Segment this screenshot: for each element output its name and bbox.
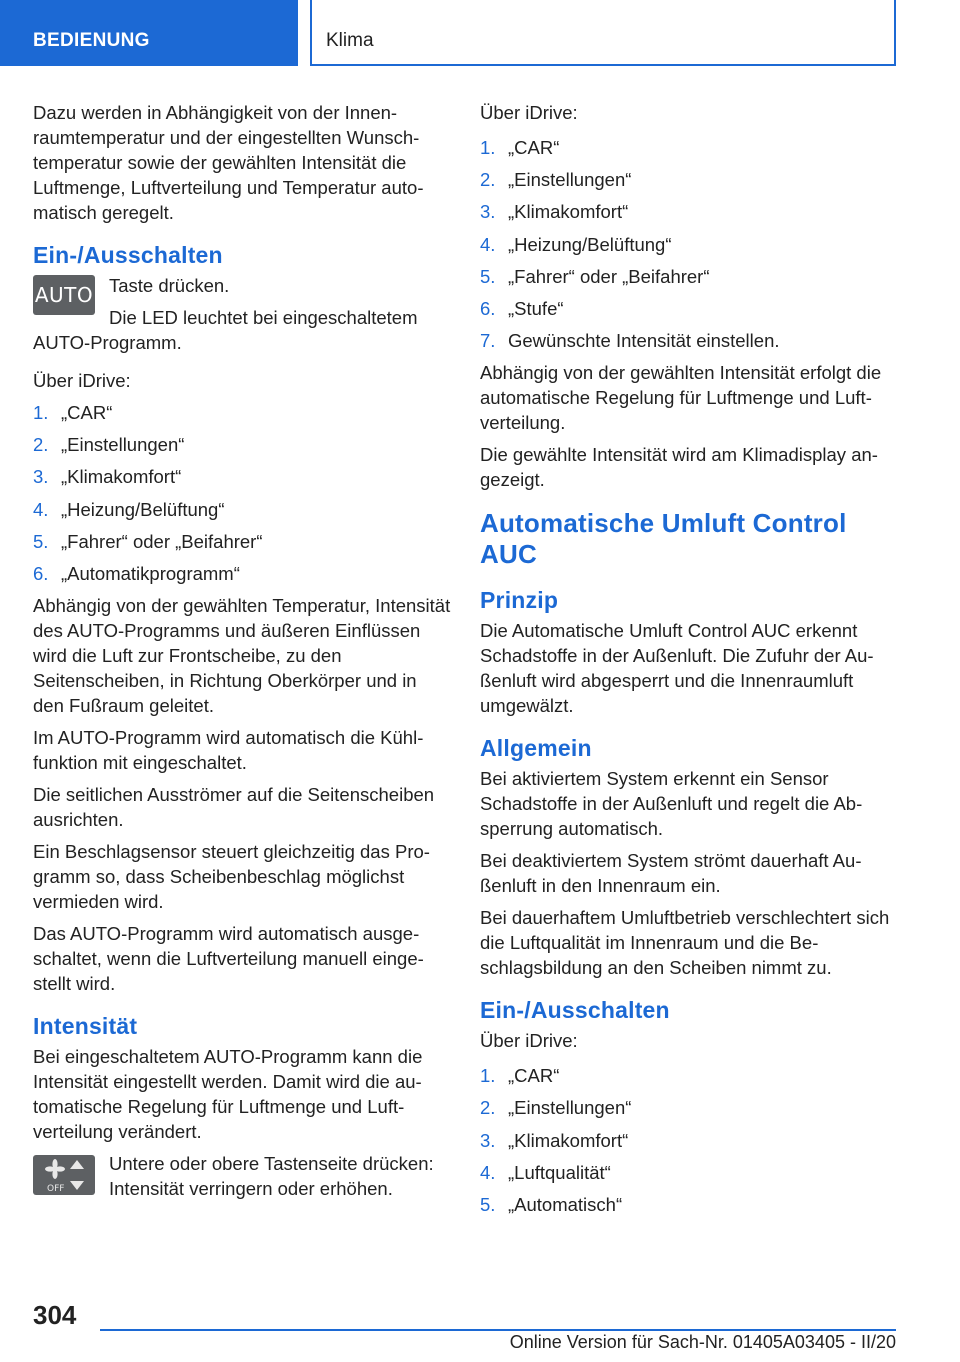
heading-auc: Automatische Umluft Control AUC: [480, 508, 847, 570]
list-item: 6. „Automatikprogramm“: [33, 562, 240, 584]
idrive-label: Über iDrive:: [480, 1030, 578, 1052]
list-item: 4. „Heizung/Belüftung“: [480, 233, 672, 255]
heading-principle: Prinzip: [480, 587, 559, 614]
paragraph: Die gewählte Intensität wird am Klimadisplay angezeigt.: [480, 444, 878, 491]
left-column: [33, 100, 451, 1208]
header-chapter-label: Klima: [326, 30, 374, 51]
paragraph: Bei eingeschaltetem AUTO-Programm kann die Intensität eingestellt werden. Damit wird die automatische Regelung für Luftmenge und Luftverteilung verändert.: [33, 1045, 423, 1142]
fan-button-row: [33, 1151, 451, 1208]
fan-button-text: Untere oder obere Tastenseite drücken: Intensität verringern oder erhöhen.: [109, 1152, 434, 1199]
right-column: [480, 100, 900, 1224]
heading-on-off: Ein-/Ausschalten: [33, 242, 223, 268]
led-text: Die LED leuchtet bei eingeschaltetem AUTO-Programm.: [33, 307, 418, 353]
idrive-label: Über iDrive:: [480, 102, 578, 123]
header-section-tab: [0, 0, 298, 66]
svg-text:OFF: OFF: [47, 1183, 65, 1194]
list-item: 2. „Einstellungen“: [480, 169, 632, 191]
right-steps-list-2: [480, 1063, 900, 1218]
paragraph: Ein Beschlagsensor steuert gleichzeitig das Programm so, dass Scheibenbeschlag möglichst vermieden wird.: [33, 840, 430, 912]
list-item: 3. „Klimakomfort“: [480, 201, 629, 223]
intro-paragraph: Dazu werden in Abhängigkeit von der Innenraumtemperatur und der eingestellten Wunschtemperatur sowie der gewählten Intensität die Luftmenge, Luftverteilung und Temperatur automatisch geregelt.: [33, 102, 424, 223]
footer-version-text: Online Version für Sach-Nr. 01405A03405 - II/20: [509, 1332, 896, 1352]
paragraph: Bei aktiviertem System erkennt ein Sensor Schadstoffe in der Außenluft und regelt die Absperrung automatisch.: [480, 768, 863, 840]
list-item: 4. „Luftqualität“: [480, 1161, 611, 1183]
list-item: 1. „CAR“: [480, 137, 560, 158]
paragraph: Das AUTO-Programm wird automatisch ausgeschaltet, wenn die Luftverteilung manuell eingestellt wird.: [33, 922, 424, 994]
paragraph: Bei deaktiviertem System strömt dauerhaft Außenluft in den Innenraum ein.: [480, 850, 862, 897]
left-steps-list: [33, 400, 451, 587]
heading-general: Allgemein: [480, 735, 592, 762]
paragraph: Abhängig von der gewählten Intensität erfolgt die automatische Regelung für Luftmenge und Luftverteilung.: [480, 362, 882, 434]
list-item: 5. „Fahrer“ oder „Beifahrer“: [480, 265, 710, 287]
auto-button-icon: AUTO: [33, 275, 95, 315]
list-item: 2. „Einstellungen“: [33, 434, 185, 456]
list-item: 5. „Fahrer“ oder „Beifahrer“: [33, 530, 263, 552]
list-item: 3. „Klimakomfort“: [480, 1129, 629, 1151]
paragraph: Die seitlichen Ausströmer auf die Seitenscheiben ausrichten.: [33, 783, 435, 830]
fan-icon: [33, 1155, 95, 1195]
paragraph: Die Automatische Umluft Control AUC erkennt Schadstoffe in der Außenluft. Die Zufuhr der Außenluft wird abgesperrt und die Innenraumluft umgewälzt.: [480, 620, 874, 717]
fan-intensity-button-icon: [33, 1155, 95, 1195]
press-button-text: Taste drücken.: [109, 275, 230, 296]
heading-intensity: Intensität: [33, 1012, 138, 1039]
list-item: 5. „Automatisch“: [480, 1193, 623, 1215]
right-steps-list: [480, 135, 900, 354]
idrive-label: Über iDrive:: [33, 370, 131, 391]
list-item: 2. „Einstellungen“: [480, 1097, 632, 1119]
paragraph: Im AUTO-Programm wird automatisch die Kühlfunktion mit eingeschaltet.: [33, 726, 424, 773]
list-item: 7. Gewünschte Intensität einstellen.: [480, 330, 780, 352]
header-chapter-box: [310, 0, 896, 66]
auto-button-row: [33, 273, 451, 362]
footer-divider: [100, 1329, 896, 1331]
list-item: 3. „Klimakomfort“: [33, 466, 182, 488]
header-section-label: BEDIENUNG: [33, 30, 150, 51]
list-item: 6. „Stufe“: [480, 297, 564, 319]
list-item: 1. „CAR“: [480, 1065, 560, 1087]
page-number: 304: [33, 1300, 77, 1330]
paragraph: Bei dauerhaftem Umluftbetrieb verschlechtert sich die Luftqualität im Innenraum und die Beschlagsbildung an den Scheiben nimmt zu.: [480, 907, 890, 979]
heading-on-off: Ein-/Ausschalten: [480, 997, 670, 1024]
list-item: 4. „Heizung/Belüftung“: [33, 498, 225, 520]
list-item: 1. „CAR“: [33, 402, 113, 423]
paragraph: Abhängig von der gewählten Temperatur, Intensität des AUTO-Programms und äußeren Einflüssen wird die Luft zur Frontscheibe, zu den Seitenscheiben, in Richtung Oberkörper und in den Fußraum geleitet.: [33, 594, 451, 716]
